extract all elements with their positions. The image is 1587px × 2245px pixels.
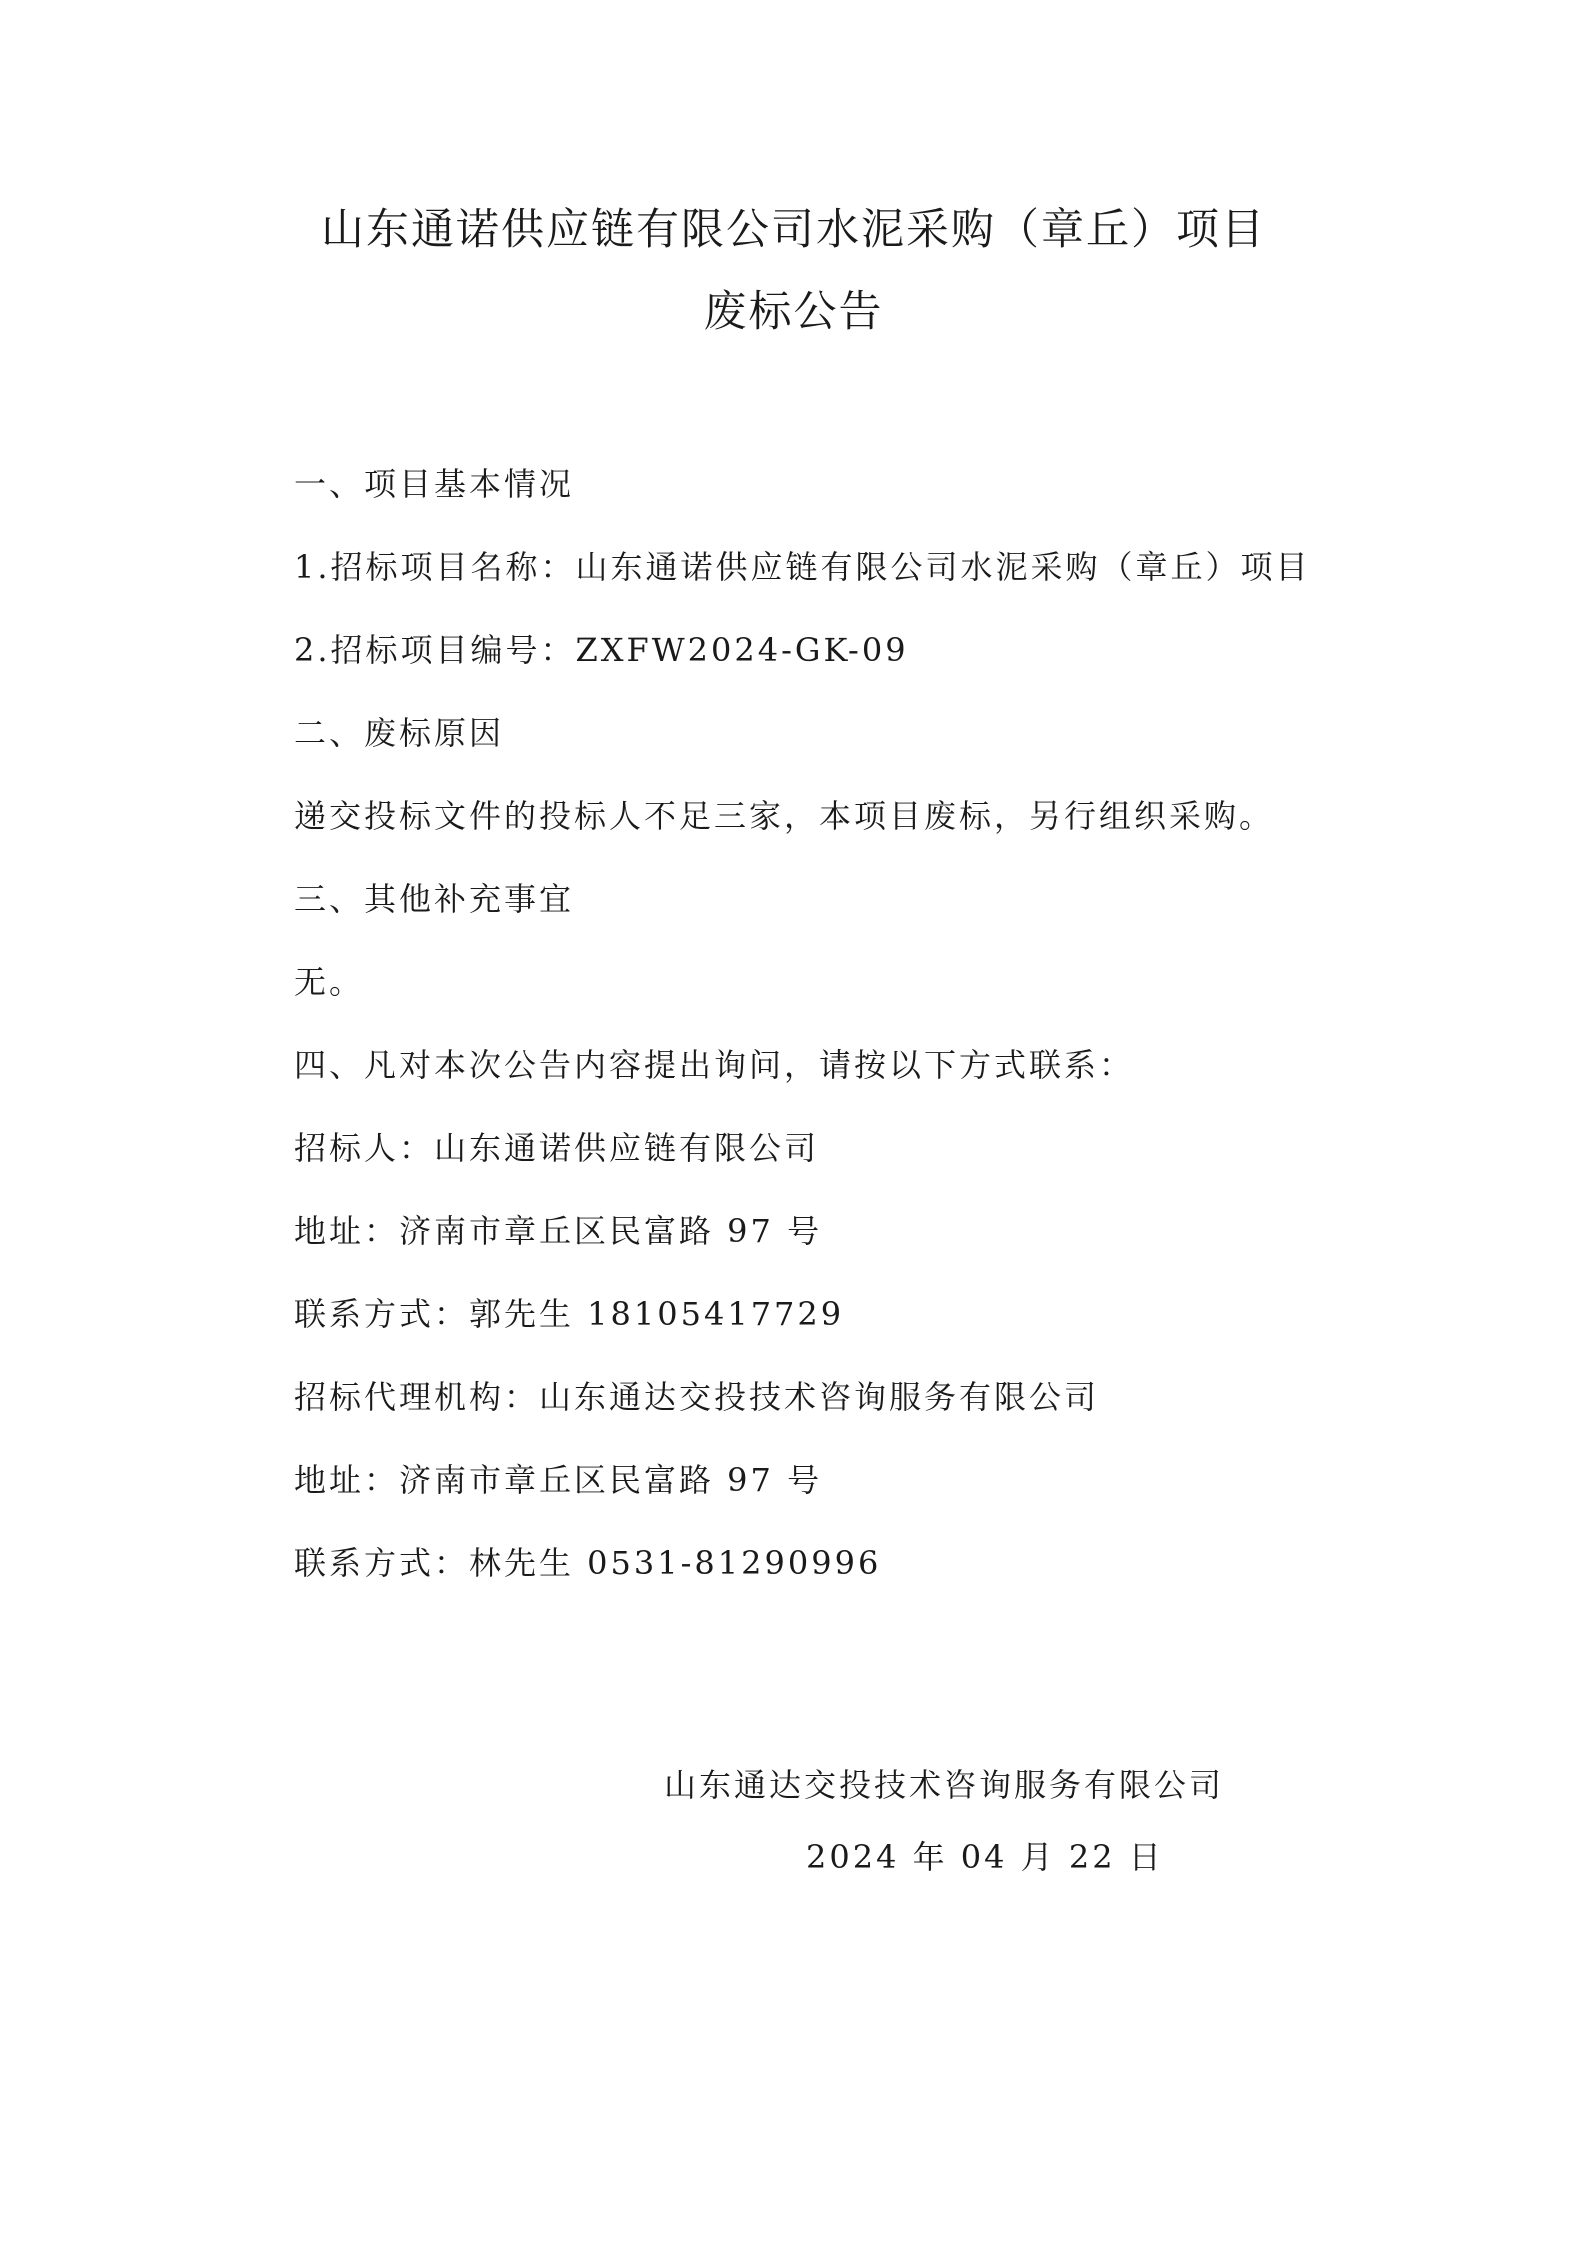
project-name-line: 1.招标项目名称：山东通诺供应链有限公司水泥采购（章丘）项目	[294, 548, 1311, 586]
agency-contact-line: 联系方式：林先生 0531-81290996	[294, 1544, 882, 1582]
project-number-line: 2.招标项目编号：ZXFW2024-GK-09	[294, 631, 909, 669]
agency-address-line: 地址：济南市章丘区民富路 97 号	[294, 1461, 823, 1499]
signature-date: 2024 年 04 月 22 日	[806, 1838, 1164, 1876]
signature-organization: 山东通达交投技术咨询服务有限公司	[664, 1766, 1225, 1804]
tenderer-address-line: 地址：济南市章丘区民富路 97 号	[294, 1212, 823, 1250]
document-title-line-1: 山东通诺供应链有限公司水泥采购（章丘）项目	[321, 205, 1266, 255]
section-heading-basic-info: 一、项目基本情况	[294, 465, 575, 503]
reason-text: 递交投标文件的投标人不足三家，本项目废标，另行组织采购。	[294, 797, 1275, 835]
section-heading-reason: 二、废标原因	[294, 714, 505, 752]
tenderer-line: 招标人：山东通诺供应链有限公司	[294, 1129, 820, 1167]
agency-line: 招标代理机构：山东通达交投技术咨询服务有限公司	[294, 1378, 1100, 1416]
section-heading-contact: 四、凡对本次公告内容提出询问，请按以下方式联系：	[294, 1046, 1135, 1084]
supplement-text: 无。	[294, 963, 365, 1001]
tenderer-contact-line: 联系方式：郭先生 18105417729	[294, 1295, 845, 1333]
section-heading-supplement: 三、其他补充事宜	[294, 880, 575, 918]
document-title-line-2: 废标公告	[703, 287, 884, 337]
